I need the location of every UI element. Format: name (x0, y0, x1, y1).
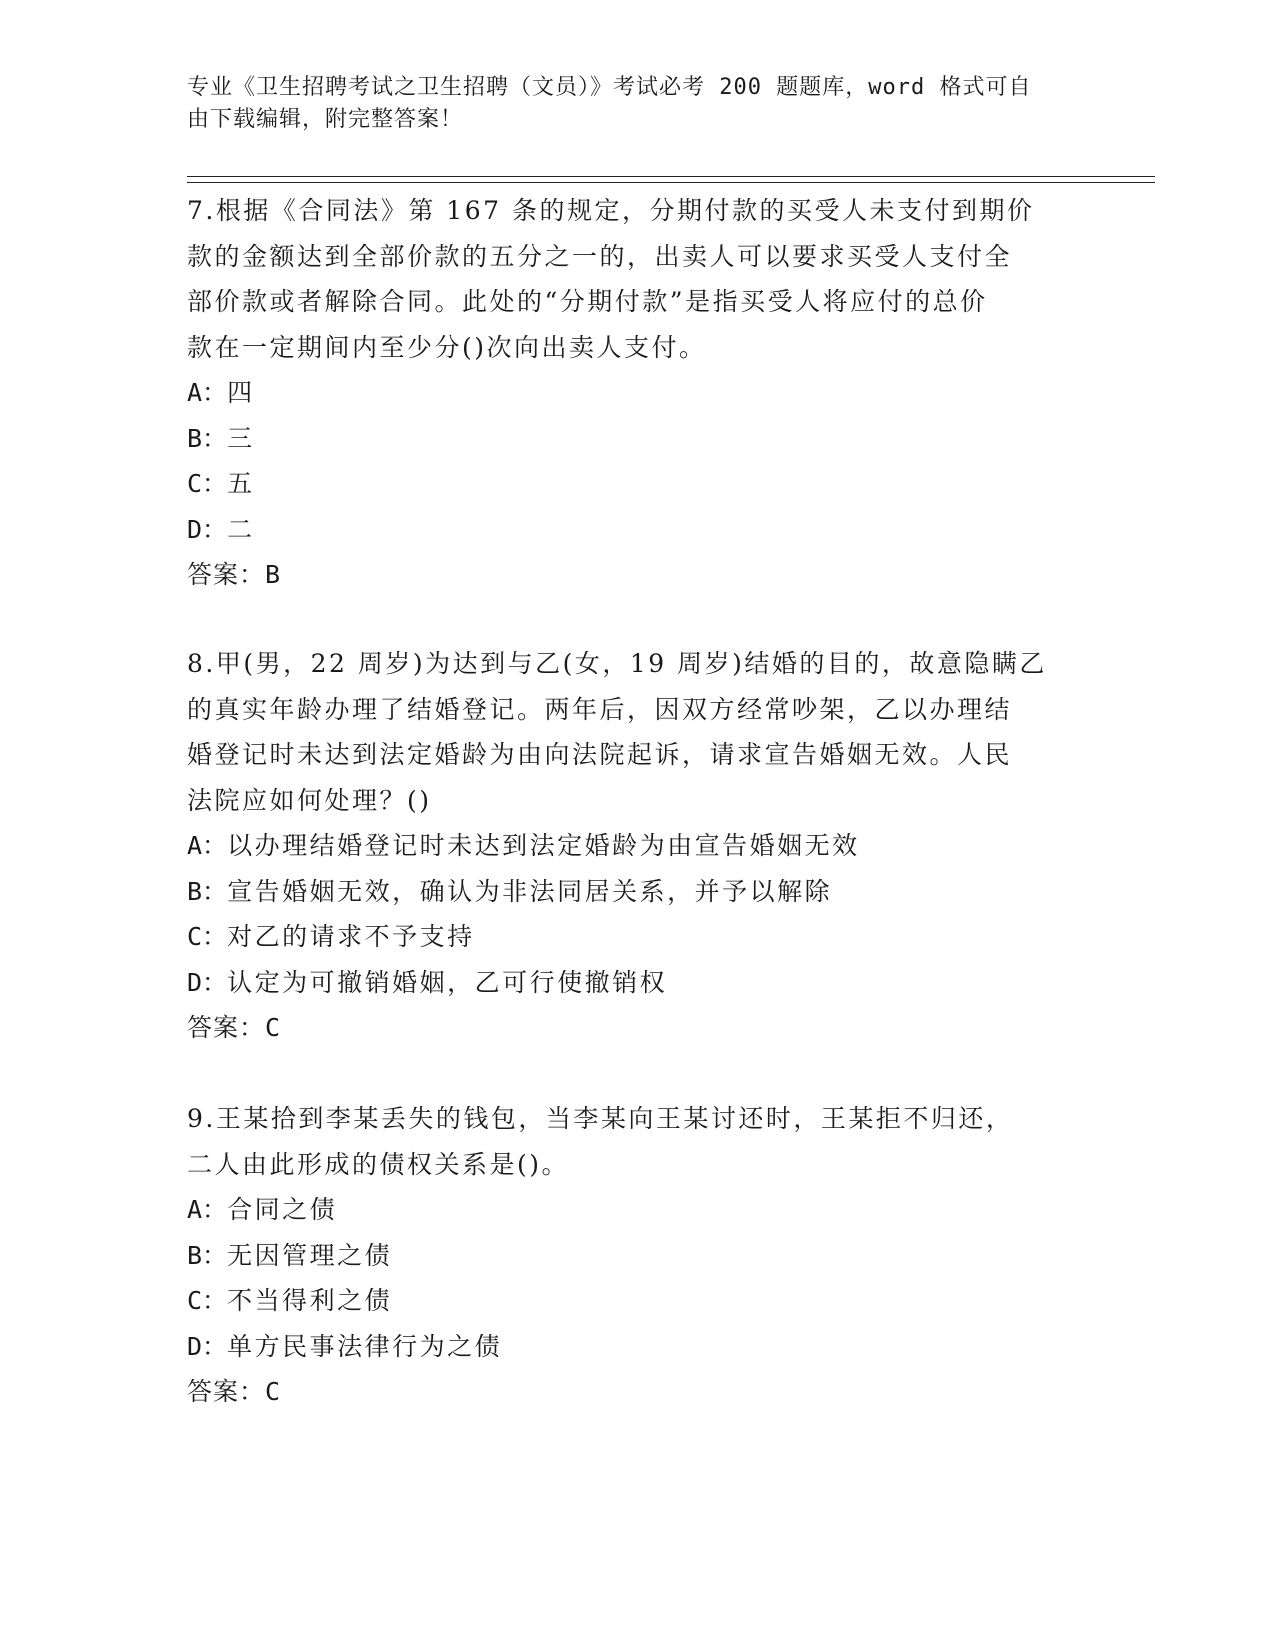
option-letter: A： (187, 1195, 228, 1224)
option-text: 对乙的请求不予支持 (227, 922, 475, 951)
option-letter: B： (187, 423, 228, 453)
option-text: 四 (227, 378, 255, 407)
answer-label: 答案： (187, 560, 266, 589)
header-divider-top (187, 176, 1155, 177)
option-b (187, 1233, 1067, 1279)
header-line-1: 专业《卫生招聘考试之卫生招聘（文员）》考试必考 200 题题库，word 格式可自 (187, 75, 1032, 100)
answer-line (187, 552, 1067, 598)
option-letter: C： (187, 1286, 228, 1315)
document-header (187, 72, 1067, 136)
stem-line: 的真实年龄办理了结婚登记。两年后，因双方经常吵架，乙以办理结 (187, 694, 1013, 724)
option-text: 宣告婚姻无效，确认为非法同居关系，并予以解除 (227, 876, 833, 906)
stem-line: 9.王某拾到李某丢失的钱包，当李某向王某讨还时，王某拒不归还， (187, 1104, 1014, 1133)
stem-line: 部价款或者解除合同。此处的“分期付款”是指买受人将应付的总价 (187, 287, 988, 316)
option-text: 认定为可撤销婚姻，乙可行使撤销权 (227, 967, 668, 997)
option-letter: C： (187, 922, 228, 951)
answer-line (187, 1369, 1067, 1415)
option-letter: D： (187, 514, 228, 544)
option-c (187, 914, 1067, 960)
answer-value: C (265, 1377, 282, 1406)
answer-line (187, 1005, 1067, 1051)
question-stem (187, 1096, 1067, 1187)
option-text: 单方民事法律行为之债 (227, 1331, 503, 1361)
question-stem (187, 641, 1067, 823)
header-line-2: 由下载编辑，附完整答案！ (187, 107, 464, 132)
option-c (187, 461, 1067, 507)
option-c (187, 1278, 1067, 1324)
option-text: 三 (227, 423, 255, 453)
option-b (187, 416, 1067, 462)
answer-value: C (265, 1013, 282, 1042)
option-a (187, 823, 1067, 869)
stem-line: 婚登记时未达到法定婚龄为由向法院起诉，请求宣告婚姻无效。人民 (187, 740, 1013, 769)
stem-line: 8.甲(男，22 周岁)为达到与乙(女，19 周岁)结婚的目的，故意隐瞒乙 (187, 649, 1047, 678)
stem-line: 款的金额达到全部价款的五分之一的，出卖人可以要求买受人支付全 (187, 241, 1013, 271)
stem-line: 7.根据《合同法》第 167 条的规定，分期付款的买受人未支付到期价 (187, 196, 1035, 225)
option-letter: D： (187, 967, 228, 997)
option-d (187, 960, 1067, 1006)
option-text: 无因管理之债 (227, 1240, 393, 1270)
answer-label: 答案： (187, 1377, 266, 1406)
option-b (187, 869, 1067, 915)
stem-line: 二人由此形成的债权关系是()。 (187, 1149, 570, 1179)
option-text: 二 (227, 514, 255, 544)
answer-value: B (265, 560, 282, 589)
answer-label: 答案： (187, 1013, 266, 1042)
question-7 (187, 188, 1067, 598)
option-letter: B： (187, 876, 228, 906)
stem-line: 款在一定期间内至少分()次向出卖人支付。 (187, 332, 707, 362)
option-text: 不当得利之债 (227, 1286, 393, 1315)
question-9 (187, 1096, 1067, 1415)
question-stem (187, 188, 1067, 370)
option-a (187, 370, 1067, 416)
option-letter: B： (187, 1240, 228, 1270)
option-letter: D： (187, 1331, 228, 1361)
option-text: 以办理结婚登记时未达到法定婚龄为由宣告婚姻无效 (227, 831, 860, 860)
option-letter: C： (187, 469, 228, 498)
option-text: 五 (227, 469, 255, 498)
option-d (187, 507, 1067, 553)
header-divider-bottom (187, 182, 1155, 183)
option-letter: A： (187, 378, 228, 407)
option-letter: A： (187, 831, 228, 860)
option-a (187, 1187, 1067, 1233)
option-text: 合同之债 (227, 1195, 338, 1224)
stem-line: 法院应如何处理？() (187, 785, 432, 815)
option-d (187, 1324, 1067, 1370)
question-8 (187, 641, 1067, 1051)
